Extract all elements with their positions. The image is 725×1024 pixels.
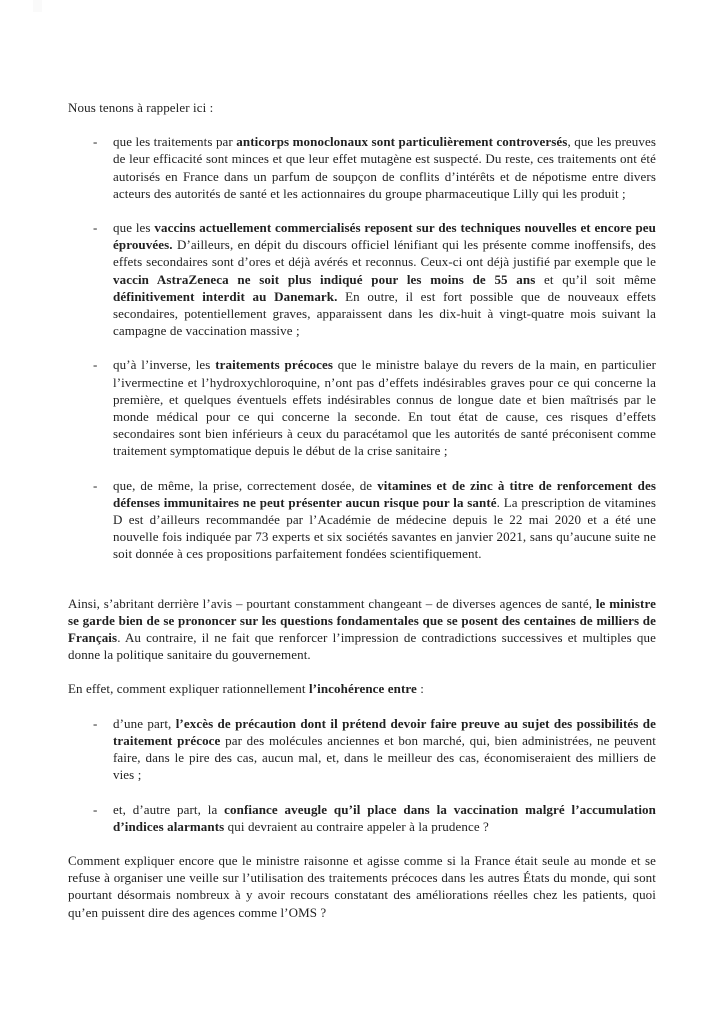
bullet-text [113,219,656,339]
bold-text-run: anticorps monoclonaux sont particulièrement controversés [236,134,568,150]
bold-text-run: définitivement interdit au Danemark. [113,288,338,304]
bullet-item [93,356,656,459]
text-run: et, d’autre part, la [113,801,225,817]
bold-text-run: vitamines et de zinc à titre de renforcement des défenses immunitaires ne peut présenter aucun risque pour la santé [113,477,656,510]
bullet-text [113,477,656,563]
bullet-item [93,219,656,339]
bullet-dash: - [93,134,98,150]
text-run: . Au contraire, il ne fait que renforcer l’impression de contradictions successives et multiples que donne la politique sanitaire du gouvernement. [68,630,656,663]
bullet-dash: - [93,801,98,817]
text-run: que les [113,220,155,236]
text-run: Ainsi, s’abritant derrière l’avis – pourtant constamment changeant – de diverses agences de santé, [68,595,596,611]
text-run: En effet, comment expliquer rationnellement [68,681,309,697]
bullet-dash: - [93,220,98,236]
bullet-dash: - [93,357,98,373]
paragraph [68,595,656,664]
paragraph [68,680,656,697]
text-run: d’une part, [113,715,176,731]
paragraph [68,852,656,921]
bullet-dash: - [93,477,98,493]
text-run: . La prescription de vitamines D est d’ailleurs recommandée par l’Académie de médecine depuis le 22 mai 2020 et a été une nouvelle fois indiquée par 73 experts et six sociétés savantes en janvier 2021, sans qu’aucune suite ne soit donnée à ces propositions parfaitement fondées scientifiquement. [113,494,656,562]
text-run: : [416,681,424,697]
text-run: que, de même, la prise, correctement dosée, de [113,477,378,493]
text-run: et qu’il soit même [535,271,656,287]
bold-text-run: vaccin AstraZeneca ne soit plus indiqué pour les moins de 55 ans [113,271,536,287]
bold-text-run: vaccins actuellement commercialisés reposent sur des techniques nouvelles et encore peu éprouvées. [113,220,657,253]
text-run: D’ailleurs, en dépit du discours officiel lénifiant qui les présente comme inoffensifs, des effets secondaires sont d’ores et déjà avérés et reconnus. Ceux-ci ont déjà justifié par exemple que le [113,237,656,270]
bullet-item [93,801,656,835]
scan-artifact-mark [33,0,42,12]
bold-text-run: l’excès de précaution dont il prétend devoir faire preuve au sujet des possibilités de traitement précoce [113,715,656,748]
bold-text-run: traitements précoces [215,357,333,373]
bullet-item [93,133,656,202]
bullet-item [93,477,656,563]
text-run: que les traitements par [113,134,237,150]
text-run: En outre, il est fort possible que de nouveaux effets secondaires, potentiellement graves, apparaissent dans les dix-huit à vingt-quatre mois suivant la campagne de vaccination massive ; [113,288,656,339]
text-run: Nous tenons à rappeler ici : [68,100,214,115]
text-run: , que les preuves de leur efficacité sont minces et que leur effet mutagène est suspecté. Du reste, ces traitements ont été autorisés en France dans un parfum de soupçon de conflits d’intérêts et de népotisme entre divers acteurs des autorités de santé et les actionnaires du groupe pharmaceutique Lilly qui les produit ; [113,134,657,201]
paragraph [68,99,656,116]
bullet-dash: - [93,715,98,731]
text-run: que le ministre balaye du revers de la main, en particulier l’ivermectine et l’hydroxychloroquine, n’ont pas d’effets indésirables graves pour ce qui concerne la première, et quelques éventuels effets indésirables connus de longue date et bien maîtrisés par le monde médical pour ce qui concerne la seconde. En tout état de cause, ces risques d’effets secondaires sont bien inférieurs à ceux du paracétamol que les autorités de santé préconisent comme traitement symptomatique depuis le début de la crise sanitaire ; [113,357,656,459]
bullet-text [113,801,656,835]
bullet-item [93,715,656,784]
document-body [68,99,656,921]
bold-text-run: l’incohérence entre [308,681,417,697]
bold-text-run: le ministre se garde bien de se prononcer sur les questions fondamentales que se posent des centaines de milliers de Français [68,595,656,646]
bold-text-run: confiance aveugle qu’il place dans la vaccination malgré l’accumulation d’indices alarmants [113,801,656,834]
text-run: par des molécules anciennes et bon marché, qui, bien administrées, ne peuvent faire, dans le pire des cas, aucun mal, et, dans le meilleur des cas, économiseraient des milliers de vies ; [113,732,656,783]
text-run: Comment expliquer encore que le ministre raisonne et agisse comme si la France était seule au monde et se refuse à organiser une veille sur l’utilisation des traitements précoces dans les autres États du monde, qui sont pourtant désormais nombreux à y avoir recours constatant des améliorations réelles chez les patients, quoi qu’en puissent dire des agences comme l’OMS ? [68,852,656,920]
bullet-text [113,133,656,202]
text-run: qu’à l’inverse, les [113,357,216,373]
text-run: qui devraient au contraire appeler à la prudence ? [224,818,489,834]
bullet-text [113,356,656,459]
bullet-text [113,715,656,784]
